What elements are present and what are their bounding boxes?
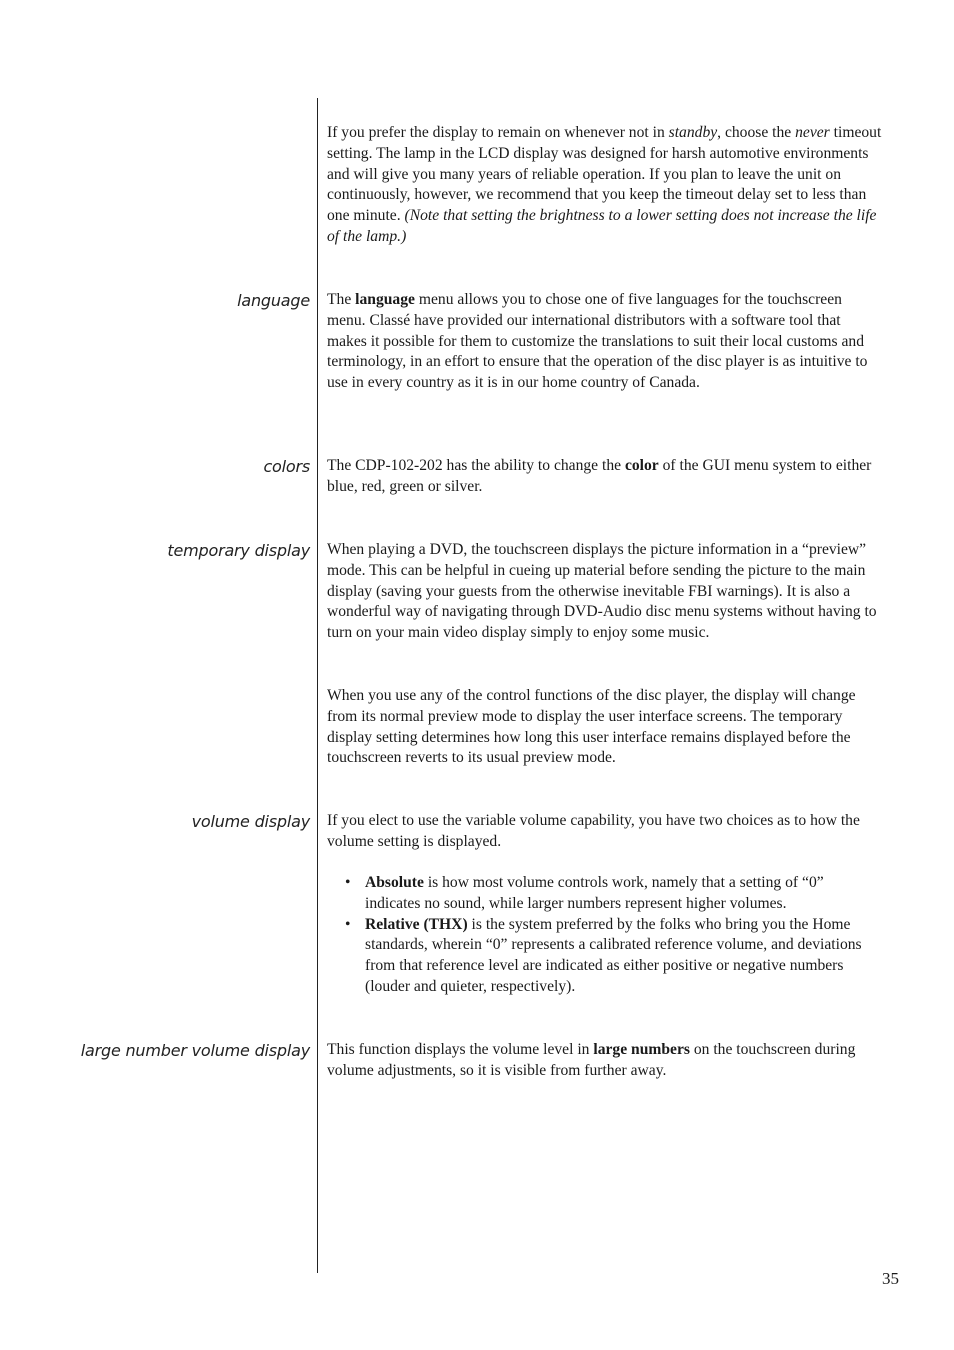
colors-paragraph: The CDP-102-202 has the ability to change the color of the GUI menu system to either blue, red, green or silver. xyxy=(327,457,872,495)
language-paragraph: The language menu allows you to chose one of five languages for the touchscreen menu. Classé have provided our international distributors with a software tool that makes it possible for them to customize the translations to suit their local customs and terminology, in an effort to ensure that the operation of the disc player is as intuitive to use in every country as it is in our home country of Canada. xyxy=(327,291,868,392)
temporary-display-paragraph-2: When you use any of the control functions of the disc player, the display will change from its normal preview mode to display the user interface screens. The temporary display setting determines how long this user interface remains displayed before the touchscreen reverts to its usual preview mode. xyxy=(327,687,856,767)
section-label-volume-display: volume display xyxy=(191,812,310,831)
volume-display-list xyxy=(327,873,882,998)
list-item: • Absolute is how most volume controls work, namely that a setting of “0” indicates no sound, while larger numbers represent higher volumes. xyxy=(345,874,824,912)
page-number: 35 xyxy=(882,1269,899,1288)
list-item: • Relative (THX) is the system preferred by the folks who bring you the Home standards, wherein “0” represents a calibrated reference volume, and deviations from that reference level are indicated as either positive or negative numbers (louder and quieter, respectively). xyxy=(345,915,862,995)
bullet-icon: • xyxy=(345,915,351,933)
intro-paragraph: If you prefer the display to remain on whenever not in standby, choose the never timeout setting. The lamp in the LCD display was designed for harsh automotive environments and will give you many years of reliable operation. If you plan to leave the unit on continuously, however, we recommend that you keep the timeout delay set to less than one minute. (Note that setting the brightness to a lower setting does not increase the life of the lamp.) xyxy=(327,124,882,245)
volume-display-intro: If you elect to use the variable volume capability, you have two choices as to how the volume setting is displayed. xyxy=(327,812,860,850)
bullet-icon: • xyxy=(345,874,351,891)
large-number-paragraph: This function displays the volume level in large numbers on the touchscreen during volume adjustments, so it is visible from further away. xyxy=(327,1041,856,1079)
section-label-language: language xyxy=(237,291,310,310)
temporary-display-paragraph-1: When playing a DVD, the touchscreen displays the picture information in a “preview” mode. This can be helpful in cueing up material before sending the picture to the main display (saving your guests from the otherwise inevitable FBI warnings). It is also a wonderful way of navigating through DVD-Audio disc menu systems without having to turn on your main video display simply to enjoy some music. xyxy=(327,541,877,642)
margin-rule xyxy=(317,98,318,1273)
section-label-colors: colors xyxy=(263,457,310,476)
section-label-temporary-display: temporary display xyxy=(167,541,310,560)
section-label-large-number-volume-display: large number volume display xyxy=(80,1041,310,1060)
